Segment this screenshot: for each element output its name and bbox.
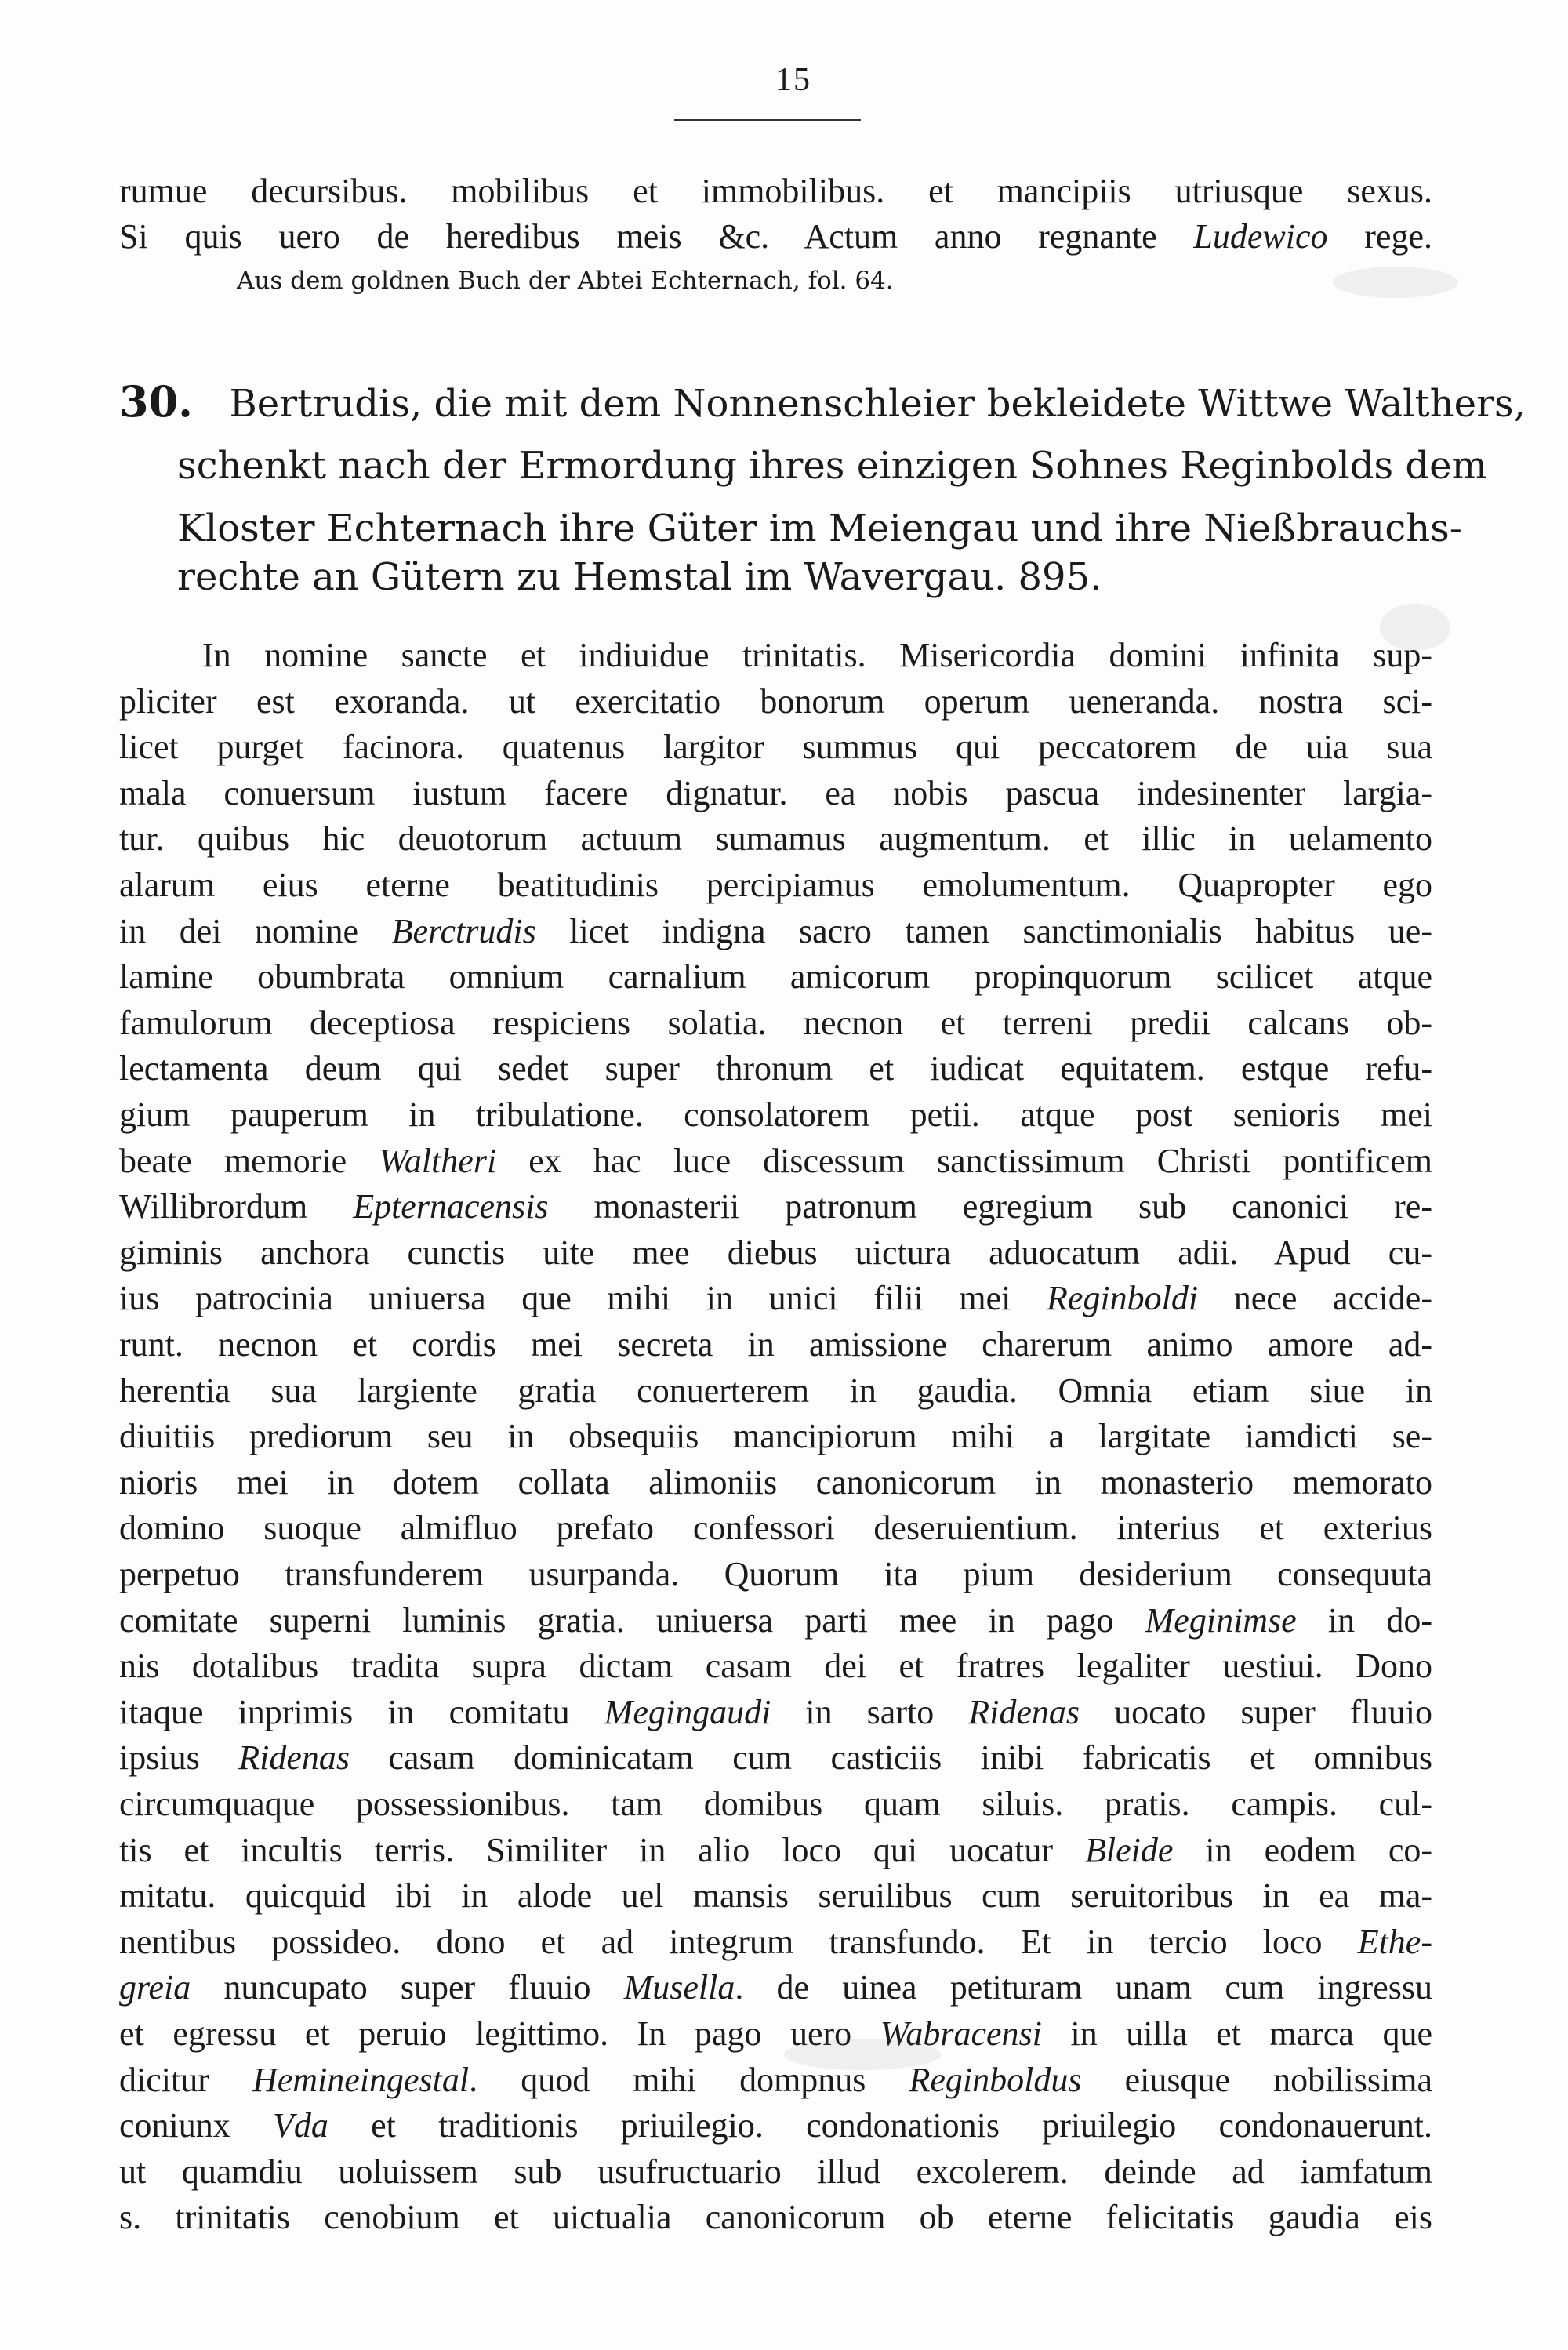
text-line <box>119 1139 1432 1183</box>
text-run: runt. necnon et cordis mei secreta in amissione charerum animo amore ad- <box>119 1325 1432 1364</box>
text-run: itaque inprimis in comitatu <box>119 1692 604 1731</box>
italic-name: Hemineingestal <box>252 2060 470 2099</box>
text-line <box>119 1323 1432 1367</box>
text-run: coniunx <box>119 2106 273 2145</box>
text-line <box>119 863 1432 907</box>
italic-name: Vda <box>273 2106 328 2145</box>
text-run: diuitiis prediorum seu in obsequiis mancipiorum mihi a largitate iamdicti se- <box>119 1417 1432 1456</box>
scan-smudge <box>784 2039 941 2070</box>
text-run: dicitur <box>119 2060 252 2099</box>
header-rule <box>674 119 861 121</box>
text-run: s. trinitatis cenobium et uictualia canonicorum ob eterne felicitatis gaudia eis <box>119 2198 1432 2237</box>
text-line <box>119 1231 1432 1275</box>
italic-name: Meginimse <box>1145 1600 1297 1640</box>
section-heading-line-3 <box>177 503 1462 554</box>
text-run: in uilla et marca que <box>1041 2014 1432 2053</box>
text-line <box>119 2012 1432 2056</box>
text-line <box>119 772 1432 815</box>
text-line <box>119 817 1432 861</box>
section-heading-line-1 <box>119 376 1526 429</box>
text-line <box>119 2150 1432 2194</box>
section-number: 30. <box>119 376 193 427</box>
text-line <box>119 169 1432 213</box>
text-line <box>119 1415 1432 1458</box>
text-line <box>119 1277 1432 1320</box>
italic-name: Waltheri <box>379 1141 497 1180</box>
text-run: et traditionis priuilegio. condonationis priuilegio condonauerunt. <box>328 2106 1432 2145</box>
text-line <box>119 1644 1432 1688</box>
italic-name: Reginboldus <box>909 2060 1082 2099</box>
text-line <box>119 910 1432 953</box>
text-run: ipsius <box>119 1738 239 1778</box>
text-run: in dei nomine <box>119 911 392 950</box>
text-run: Willibrordum <box>119 1187 354 1226</box>
text-line <box>119 1369 1432 1413</box>
section-heading-line-4 <box>177 552 1102 602</box>
source-citation: Aus dem goldnen Buch der Abtei Echternach, fol. 64. <box>237 267 894 295</box>
text-run: casam dominicatam cum casticiis inibi fabricatis et omnibus <box>349 1738 1432 1778</box>
text-line <box>119 1093 1432 1137</box>
text-line <box>119 725 1432 769</box>
text-line <box>119 2104 1432 2148</box>
text-run: nece accide- <box>1198 1279 1432 1318</box>
italic-name: Megingaudi <box>604 1692 771 1731</box>
italic-name: Ridenas <box>238 1738 350 1778</box>
text-line <box>119 955 1432 999</box>
text-run: giminis anchora cunctis uite mee diebus uictura aduocatum adii. Apud cu- <box>119 1233 1432 1272</box>
text-run: licet indigna sacro tamen sanctimonialis habitus ue- <box>535 911 1432 950</box>
text-run: Si quis uero de heredibus meis &c. Actum anno regnante <box>119 217 1194 256</box>
text-line <box>119 1691 1432 1734</box>
text-line <box>119 1920 1432 1964</box>
text-run: mitatu. quicquid ibi in alode uel mansis seruilibus cum seruitoribus in ea ma- <box>119 1876 1432 1916</box>
section-heading-line-2 <box>177 441 1487 491</box>
text-line <box>119 1047 1432 1091</box>
text-line <box>119 1736 1432 1780</box>
text-run: . quod mihi dompnus <box>469 2060 909 2099</box>
text-run: tis et incultis terris. Similiter in alio loco qui uocatur <box>119 1830 1086 1869</box>
section-title-line: rechte an Gütern zu Hemstal im Wavergau. 895. <box>177 555 1102 599</box>
text-run: in do- <box>1296 1600 1432 1640</box>
text-line <box>119 1185 1432 1229</box>
text-line <box>119 1599 1432 1643</box>
italic-name: Epternacensis <box>353 1187 549 1226</box>
italic-name: Musella <box>623 1968 735 2007</box>
text-run: monasterii patronum egregium sub canonici re- <box>548 1187 1432 1226</box>
text-run: ut quamdiu uoluissem sub usufructuario illud excolerem. deinde ad iamfatum <box>119 2152 1432 2191</box>
text-line <box>119 2058 1432 2102</box>
text-run: rumue decursibus. mobilibus et immobilibus. et mancipiis utriusque sexus. <box>119 172 1432 210</box>
text-run: herentia sua largiente gratia conuerterem in gaudia. Omnia etiam siue in <box>119 1371 1432 1410</box>
text-run: ex hac luce discessum sanctissimum Christi pontificem <box>496 1141 1432 1180</box>
text-run: nioris mei in dotem collata alimoniis canonicorum in monasterio memorato <box>119 1462 1432 1502</box>
text-run: nis dotalibus tradita supra dictam casam dei et fratres legaliter uestiui. Dono <box>119 1647 1432 1686</box>
text-line <box>119 1829 1432 1872</box>
text-line <box>119 2196 1432 2239</box>
text-run: In nomine sancte et indiuidue trinitatis. Misericordia domini infinita sup- <box>202 636 1432 674</box>
text-line <box>119 1874 1432 1918</box>
italic-name: Berctrudis <box>391 911 536 950</box>
text-line <box>119 680 1432 724</box>
italic-name: greia <box>119 1968 191 2007</box>
text-line <box>119 1782 1432 1826</box>
scan-smudge <box>1333 267 1458 298</box>
text-run: lectamenta deum qui sedet super thronum et iudicat equitatem. estque refu- <box>119 1049 1432 1088</box>
text-run: ius patrocinia uniuersa que mihi in unici filii mei <box>119 1279 1047 1318</box>
section-title-line: schenkt nach der Ermordung ihres einzigen Sohnes Reginbolds dem <box>177 444 1487 488</box>
italic-name: Wabracensi <box>880 2014 1042 2053</box>
text-run: uocato super fluuio <box>1080 1692 1432 1731</box>
text-run: nuncupato super fluuio <box>191 1968 624 2007</box>
text-run: in eodem co- <box>1173 1830 1432 1869</box>
italic-name: Ludewico <box>1193 217 1328 256</box>
scan-smudge <box>1380 604 1450 651</box>
text-run: nentibus possideo. dono et ad integrum transfundo. Et in tercio loco <box>119 1922 1358 1961</box>
italic-name: Reginboldi <box>1047 1279 1199 1318</box>
text-run: comitate superni luminis gratia. uniuersa parti mee in pago <box>119 1600 1145 1640</box>
text-run: domino suoque almifluo prefato confessori deseruientium. interius et exterius <box>119 1509 1432 1548</box>
text-run: beate memorie <box>119 1141 379 1180</box>
text-run: et egressu et peruio legittimo. In pago uero <box>119 2014 880 2053</box>
section-title-line: Kloster Echternach ihre Güter im Meiengau und ihre Nießbrauchs- <box>177 507 1462 550</box>
text-run: pliciter est exoranda. ut exercitatio bonorum operum ueneranda. nostra sci- <box>119 681 1432 721</box>
text-run: mala conuersum iustum facere dignatur. ea nobis pascua indesinenter largia- <box>119 773 1432 812</box>
text-run: licet purget facinora. quatenus largitor summus qui peccatorem de uia sua <box>119 728 1432 767</box>
page-number: 15 <box>775 62 811 98</box>
text-run: lamine obumbrata omnium carnalium amicorum propinquorum scilicet atque <box>119 957 1432 997</box>
section-title-line: Bertrudis, die mit dem Nonnenschleier bekleidete Wittwe Walthers, <box>229 382 1526 426</box>
text-line <box>119 1553 1432 1596</box>
text-run: eiusque nobilissima <box>1081 2060 1432 2099</box>
italic-name: Bleide <box>1085 1830 1174 1869</box>
text-run: tur. quibus hic deuotorum actuum sumamus augmentum. et illic in uelamento <box>119 819 1432 859</box>
text-run: perpetuo transfunderem usurpanda. Quorum ita pium desiderium consequuta <box>119 1555 1432 1593</box>
text-line <box>202 634 1432 677</box>
text-run: alarum eius eterne beatitudinis percipiamus emolumentum. Quapropter ego <box>119 866 1432 904</box>
text-run: rege. <box>1327 217 1432 256</box>
italic-name: Ridenas <box>968 1692 1080 1731</box>
italic-name: Ethe- <box>1357 1922 1432 1961</box>
text-run: famulorum deceptiosa respiciens solatia. necnon et terreni predii calcans ob- <box>119 1003 1432 1042</box>
text-line <box>119 1461 1432 1505</box>
text-line <box>119 215 1432 259</box>
text-line <box>119 1506 1432 1550</box>
text-run: circumquaque possessionibus. tam domibus quam siluis. pratis. campis. cul- <box>119 1785 1432 1823</box>
text-run: . de uinea petituram unam cum ingressu <box>735 1968 1432 2007</box>
text-run: gium pauperum in tribulatione. consolatorem petii. atque post senioris mei <box>119 1095 1432 1134</box>
text-line <box>119 1966 1432 2010</box>
text-run: in sarto <box>771 1692 969 1731</box>
text-line <box>119 1001 1432 1045</box>
